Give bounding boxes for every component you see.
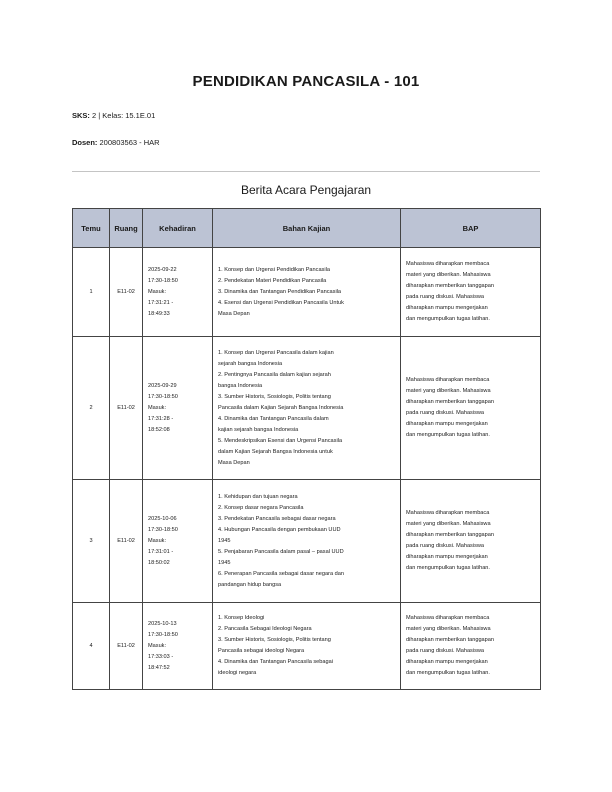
bahan-kajian-line: 2. Pentingnya Pancasila dalam kajian sejarah <box>218 371 331 378</box>
bahan-kajian-line: 1. Konsep dan Urgensi Pendidikan Pancasila <box>218 266 330 273</box>
kehadiran-line: 2025-10-13 <box>148 620 177 627</box>
bap-line: pada ruang diskusi. Mahasiswa <box>406 410 485 416</box>
kehadiran-line: 17:30-18:50 <box>148 631 178 638</box>
kehadiran-line: 18:47:52 <box>148 664 170 671</box>
bap-line: Mahasiswa diharapkan membaca <box>406 261 490 267</box>
divider <box>72 171 540 172</box>
ruang-cell: E11-02 <box>110 480 143 603</box>
bahan-kajian-line: 5. Penjabaran Pancasila dalam pasal – pasal UUD <box>218 548 344 555</box>
temu-cell: 3 <box>73 480 110 603</box>
kehadiran-line: 2025-10-06 <box>148 515 177 522</box>
bap-line: diharapkan mampu mengerjakan <box>406 305 488 311</box>
bap-line: Mahasiswa diharapkan membaca <box>406 510 490 516</box>
bahan-kajian-line: pandangan hidup bangsa <box>218 581 282 588</box>
bahan-kajian-cell <box>213 337 401 480</box>
bap-line: materi yang diberikan. Mahasiswa <box>406 388 491 394</box>
bap-line: dan mengumpulkan tugas latihan. <box>406 432 490 438</box>
dosen-label: Dosen: <box>72 138 98 147</box>
bahan-kajian-line: 4. Hubungan Pancasila dengan pembukaan UUD <box>218 526 341 533</box>
bap-line: diharapkan mampu mengerjakan <box>406 659 488 665</box>
kehadiran-line: 18:49:33 <box>148 310 170 317</box>
table-row <box>73 480 541 603</box>
kehadiran-line: 2025-09-29 <box>148 382 177 389</box>
kehadiran-line: Masuk: <box>148 537 167 544</box>
kehadiran-line: 17:33:03 - <box>148 653 174 660</box>
bahan-kajian-line: 4. Dinamika dan Tantangan Pancasila dalam <box>218 415 329 422</box>
ruang-cell: E11-02 <box>110 248 143 337</box>
kehadiran-line: 17:30-18:50 <box>148 277 178 284</box>
header-temu: Temu <box>73 209 110 248</box>
kehadiran-cell <box>143 337 213 480</box>
kehadiran-line: Masuk: <box>148 288 167 295</box>
bap-line: dan mengumpulkan tugas latihan. <box>406 670 490 676</box>
page-title: PENDIDIKAN PANCASILA - 101 <box>192 73 420 90</box>
bap-line: pada ruang diskusi. Mahasiswa <box>406 294 485 300</box>
temu-cell: 2 <box>73 337 110 480</box>
bahan-kajian-cell <box>213 480 401 603</box>
bahan-kajian-line: Pancasila sebagai ideologi Negara <box>218 648 305 654</box>
bahan-kajian-line: 2. Konsep dasar negara Pancasila <box>218 504 304 511</box>
bahan-kajian-line: 3. Pendekatan Pancasila sebagai dasar negara <box>218 515 336 522</box>
kehadiran-line: Masuk: <box>148 642 167 649</box>
bahan-kajian-line: Masa Depan <box>218 459 250 466</box>
kehadiran-cell <box>143 248 213 337</box>
bap-line: pada ruang diskusi. Mahasiswa <box>406 543 485 549</box>
table-header-row <box>73 209 541 248</box>
bap-line: diharapkan mampu mengerjakan <box>406 421 488 427</box>
bahan-kajian-line: 3. Dinamika dan Tantangan Pendidikan Pancasila <box>218 288 342 295</box>
bahan-kajian-line: dalam Kajian Sejarah Bangsa Indonesia untuk <box>218 448 333 455</box>
header-ruang: Ruang <box>110 209 143 248</box>
bahan-kajian-line: kajian sejarah bangsa Indonesia <box>218 426 299 433</box>
bap-line: materi yang diberikan. Mahasiswa <box>406 521 491 527</box>
bap-cell <box>401 248 541 337</box>
bahan-kajian-line: sejarah bangsa Indonesia <box>218 360 283 367</box>
bahan-kajian-line: 2. Pendekatan Materi Pendidikan Pancasila <box>218 277 327 284</box>
sks-label: SKS: <box>72 111 90 120</box>
bahan-kajian-line: ideologi negara <box>218 670 257 676</box>
bap-line: diharapkan memberikan tanggapan <box>406 532 495 538</box>
bap-line: Mahasiswa diharapkan membaca <box>406 377 490 383</box>
bahan-kajian-line: 1. Konsep Ideologi <box>218 615 265 621</box>
bahan-kajian-line: 2. Pancasila Sebagai Ideologi Negara <box>218 626 312 632</box>
bap-line: materi yang diberikan. Mahasiswa <box>406 272 491 278</box>
kehadiran-line: 17:31:28 - <box>148 415 174 422</box>
kehadiran-line: 17:30-18:50 <box>148 526 178 533</box>
bahan-kajian-line: 5. Mendeskripsikan Esensi dan Urgensi Pancasila <box>218 437 343 444</box>
kehadiran-cell <box>143 480 213 603</box>
bap-line: diharapkan mampu mengerjakan <box>406 554 488 560</box>
temu-cell: 4 <box>73 603 110 690</box>
bahan-kajian-line: 6. Penerapan Pancasila sebagai dasar negara dan <box>218 570 344 577</box>
section-title: Berita Acara Pengajaran <box>240 183 372 197</box>
bahan-kajian-line: 1945 <box>218 537 231 544</box>
kehadiran-line: 17:31:21 - <box>148 299 174 306</box>
bap-cell <box>401 603 541 690</box>
kehadiran-line: 17:30-18:50 <box>148 393 178 400</box>
table-row <box>73 248 541 337</box>
bap-line: Mahasiswa diharapkan membaca <box>406 615 490 621</box>
bap-cell <box>401 337 541 480</box>
bahan-kajian-line: 1945 <box>218 559 231 566</box>
bap-line: dan mengumpulkan tugas latihan. <box>406 565 490 571</box>
kehadiran-line: 18:50:02 <box>148 559 170 566</box>
header-bap: BAP <box>401 209 541 248</box>
header-bahan-kajian: Bahan Kajian <box>213 209 401 248</box>
ruang-cell: E11-02 <box>110 337 143 480</box>
bap-table <box>72 208 541 690</box>
bahan-kajian-line: 1. Kehidupan dan tujuan negara <box>218 493 298 500</box>
bap-line: diharapkan memberikan tanggapan <box>406 283 495 289</box>
bahan-kajian-line: 4. Dinamika dan Tantangan Pancasila sebagai <box>218 659 333 665</box>
bahan-kajian-line: 1. Konsep dan Urgensi Pancasila dalam kajian <box>218 349 334 356</box>
bap-line: pada ruang diskusi. Mahasiswa <box>406 648 485 654</box>
kehadiran-cell <box>143 603 213 690</box>
kehadiran-line: Masuk: <box>148 404 167 411</box>
sks-info <box>72 111 155 120</box>
kehadiran-line: 17:31:01 - <box>148 548 174 555</box>
bap-line: diharapkan memberikan tanggapan <box>406 637 495 643</box>
bahan-kajian-line: Masa Depan <box>218 310 250 317</box>
bahan-kajian-cell <box>213 603 401 690</box>
bahan-kajian-line: Pancasila dalam Kajian Sejarah Bangsa Indonesia <box>218 404 344 411</box>
kehadiran-line: 2025-09-22 <box>148 266 177 273</box>
sks-value: 2 | Kelas: 15.1E.01 <box>92 111 156 120</box>
temu-cell: 1 <box>73 248 110 337</box>
dosen-value: 200803563 - HAR <box>99 138 160 147</box>
table-row <box>73 603 541 690</box>
bahan-kajian-line: 4. Esensi dan Urgensi Pendidikan Pancasila Untuk <box>218 299 344 306</box>
bap-line: dan mengumpulkan tugas latihan. <box>406 316 490 322</box>
bap-line: diharapkan memberikan tanggapan <box>406 399 495 405</box>
bahan-kajian-line: bangsa Indonesia <box>218 382 263 389</box>
kehadiran-line: 18:52:08 <box>148 426 170 433</box>
bap-line: materi yang diberikan. Mahasiswa <box>406 626 491 632</box>
header-kehadiran: Kehadiran <box>143 209 213 248</box>
table-row <box>73 337 541 480</box>
bahan-kajian-line: 3. Sumber Historis, Sosiologis, Politis tentang <box>218 393 331 400</box>
dosen-info <box>72 138 160 147</box>
bahan-kajian-line: 3. Sumber Historis, Sosiologis, Politis tentang <box>218 637 331 643</box>
bahan-kajian-cell <box>213 248 401 337</box>
bap-cell <box>401 480 541 603</box>
ruang-cell: E11-02 <box>110 603 143 690</box>
